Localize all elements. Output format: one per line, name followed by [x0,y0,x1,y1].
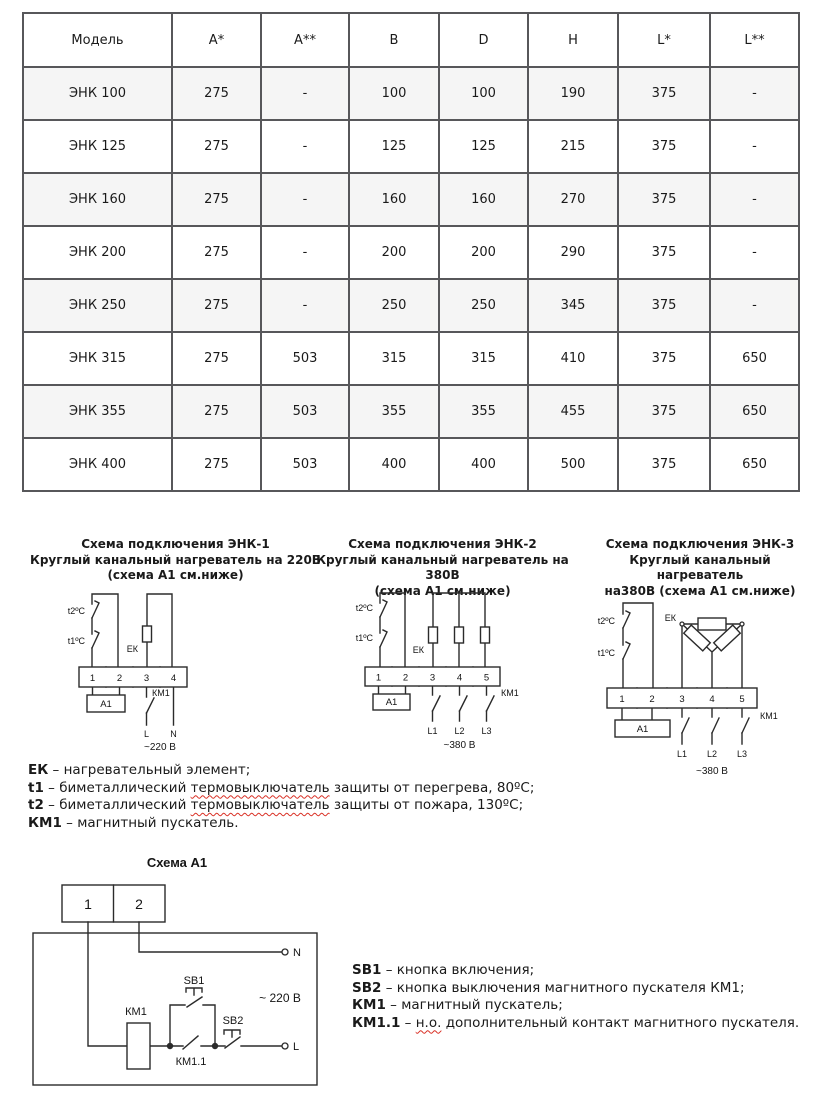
cell: 275 [172,332,261,385]
heading-enk1 [18,537,333,584]
wiring-diagram-enk2 [355,588,570,758]
cell: 375 [618,120,710,173]
heading-line: на380В (схема А1 см.ниже) [604,583,796,598]
header-cell: L** [710,13,799,67]
header-cell: A** [261,13,349,67]
header-cell: Модель [23,13,172,67]
label-l3: L3 [736,749,748,759]
legend-item: SB2 – кнопка выключения магнитного пускателя КМ1; [352,979,745,996]
header-cell: L* [618,13,710,67]
table-row [23,120,799,173]
label-km1: КМ1 [125,1006,147,1018]
legend-item: КМ1 – магнитный пускатель; [352,997,563,1013]
legend-item: SB1 – кнопка включения; [352,962,535,978]
label-voltage: ~220 В [144,742,176,753]
header-cell: D [439,13,528,67]
cell: 650 [710,385,799,438]
cell: 275 [172,120,261,173]
legend-term: t2 [28,797,44,813]
cell-model: ЭНК 400 [23,438,172,491]
heading-line: Круглый канальный нагреватель [629,552,771,582]
cell: 125 [349,120,439,173]
table-row [23,332,799,385]
label-l1: L1 [676,749,688,759]
label-t2: t2ºС [355,603,373,613]
label-km1: КМ1 [760,711,778,721]
heading-line: (схема А1 см.ниже) [107,568,244,582]
label-km1: КМ1 [152,688,170,698]
terminal-number: 4 [709,694,715,705]
label-t2: t2ºС [597,616,615,626]
cell: 355 [349,385,439,438]
cell: 100 [439,67,528,120]
cell: - [710,67,799,120]
table-row [23,438,799,491]
cell-model: ЭНК 125 [23,120,172,173]
cell: 275 [172,173,261,226]
cell-model: ЭНК 100 [23,67,172,120]
schema-a1-title: Схема А1 [146,855,208,870]
legend-term: ЕК [28,762,49,778]
legend-term: КМ1 [28,814,62,831]
cell: - [261,226,349,279]
terminal-number: 1 [84,896,92,912]
dimensions-table [22,12,800,492]
label-a1: А1 [636,724,649,735]
heater-element-symbol [143,626,152,642]
terminal-number: 2 [402,672,409,684]
label-a1: А1 [385,697,398,708]
cell: 410 [528,332,618,385]
junction-dot [212,1043,218,1049]
cell: 125 [439,120,528,173]
cell: 375 [618,332,710,385]
terminal-number: 2 [135,896,143,912]
label-sb2: SB2 [222,1015,244,1027]
header-cell: A* [172,13,261,67]
cell: 503 [261,385,349,438]
label-km11: КМ1.1 [175,1056,207,1068]
label-t1: t1ºС [355,633,373,643]
label-ek: ЕК [664,613,676,623]
cell: 650 [710,438,799,491]
terminal-number: 3 [679,694,685,705]
terminal-number: 5 [739,694,745,705]
cell: 270 [528,173,618,226]
header-cell: B [349,13,439,67]
cell: 275 [172,226,261,279]
header-cell: H [528,13,618,67]
label-t2: t2ºС [67,606,85,616]
cell: - [261,120,349,173]
terminal-number: 2 [116,673,123,684]
node [740,622,744,626]
node [680,622,684,626]
legend-item: ЕК – нагревательный элемент; [28,762,251,778]
label-voltage: ~ 220 В [259,991,301,1005]
cell: 375 [618,385,710,438]
label-voltage: ~380 В [443,740,476,751]
legend-term: t1 [28,779,44,796]
table-row [23,279,799,332]
legend-item: t1 – биметаллический термовыключатель защиты от перегрева, 80ºС; [28,779,535,796]
cell: 275 [172,279,261,332]
heading-line: Схема подключения ЭНК-3 [605,537,795,551]
cell: 160 [439,173,528,226]
cell: 503 [261,438,349,491]
cell: 275 [172,385,261,438]
table-row [23,385,799,438]
terminal-number: 1 [619,694,625,705]
terminal-number: 2 [649,694,655,705]
cell: - [261,173,349,226]
km1-coil [127,1023,150,1069]
legend-item: КМ1.1 – н.о. дополнительный контакт магнитного пускателя. [352,1014,800,1031]
cell-model: ЭНК 200 [23,226,172,279]
label-ek: ЕК [126,644,138,654]
cell-model: ЭНК 160 [23,173,172,226]
label-voltage: ~380 В [696,766,728,777]
cell: 375 [618,173,710,226]
legend-item: КМ1 – магнитный пускатель. [28,814,239,831]
table-row [23,173,799,226]
table-header-row [23,13,799,67]
label-l3: L3 [481,726,492,736]
legend-components [28,762,534,832]
terminal-number: 1 [89,673,96,684]
cell: 315 [439,332,528,385]
table-row [23,226,799,279]
heater-element-symbol [429,627,438,643]
cell: - [710,279,799,332]
cell: 400 [349,438,439,491]
terminal-number: 1 [375,672,382,684]
cell: 250 [349,279,439,332]
label-l1: L1 [427,726,438,736]
legend-item: t2 – биметаллический термовыключатель защиты от пожара, 130ºС; [28,797,524,813]
terminal-number: 4 [456,672,463,684]
cell-model: ЭНК 315 [23,332,172,385]
cell: 200 [349,226,439,279]
cell: 290 [528,226,618,279]
cell: 455 [528,385,618,438]
legend-term: КМ1.1 [352,1014,401,1031]
heading-line: Круглый канальный нагреватель на 220В [30,552,321,567]
cell: 345 [528,279,618,332]
cell: 650 [710,332,799,385]
label-a1: А1 [100,699,112,710]
label-sb1: SB1 [183,975,205,987]
label-t1: t1ºС [597,648,615,658]
schema-a1-diagram [25,845,355,1100]
heading-line: Схема подключения ЭНК-1 [81,537,270,551]
cell: 375 [618,67,710,120]
heater-element-symbol [481,627,490,643]
table-row [23,67,799,120]
cell: 400 [439,438,528,491]
cell: 375 [618,438,710,491]
legend-schema-a1 [352,962,799,1032]
cell: 190 [528,67,618,120]
terminal-number: 4 [170,673,177,684]
cell: - [710,226,799,279]
cell: 355 [439,385,528,438]
label-n: N [293,947,301,959]
cell: 375 [618,279,710,332]
label-l2: L2 [706,749,718,759]
terminal-number: 3 [429,672,436,684]
cell-model: ЭНК 250 [23,279,172,332]
heading-line: (схема А1 см.ниже) [374,583,511,598]
cell: 100 [349,67,439,120]
cell: 275 [172,438,261,491]
heater-element-symbol [455,627,464,643]
cell: 375 [618,226,710,279]
legend-term: SB1 [352,962,382,978]
label-ek: ЕК [412,645,424,655]
cell: 160 [349,173,439,226]
label-l2: L2 [454,726,465,736]
legend-term: SB2 [352,979,382,996]
cell: - [710,120,799,173]
wiring-diagram-enk1 [30,588,260,753]
label-l: L [293,1041,300,1053]
cell-model: ЭНК 355 [23,385,172,438]
cell: 500 [528,438,618,491]
label-t1: t1ºС [67,636,85,646]
legend-term: КМ1 [352,997,386,1013]
cell: 200 [439,226,528,279]
cell: 215 [528,120,618,173]
cell: - [710,173,799,226]
wiring-diagram-enk3 [595,588,810,793]
cell: - [261,279,349,332]
heading-line: Круглый канальный нагреватель на 380В [316,552,569,582]
label-km1: КМ1 [501,688,519,698]
cell: - [261,67,349,120]
n-terminal [282,949,288,955]
label-n: N [170,729,177,739]
terminal-number: 5 [483,672,490,684]
cell: 275 [172,67,261,120]
label-l: L [143,729,150,739]
heading-line: Схема подключения ЭНК-2 [348,537,537,551]
cell: 503 [261,332,349,385]
cell: 315 [349,332,439,385]
terminal-number: 3 [143,673,150,684]
heater-element-symbol [698,618,726,630]
junction-dot [167,1043,173,1049]
cell: 250 [439,279,528,332]
l-terminal [282,1043,288,1049]
